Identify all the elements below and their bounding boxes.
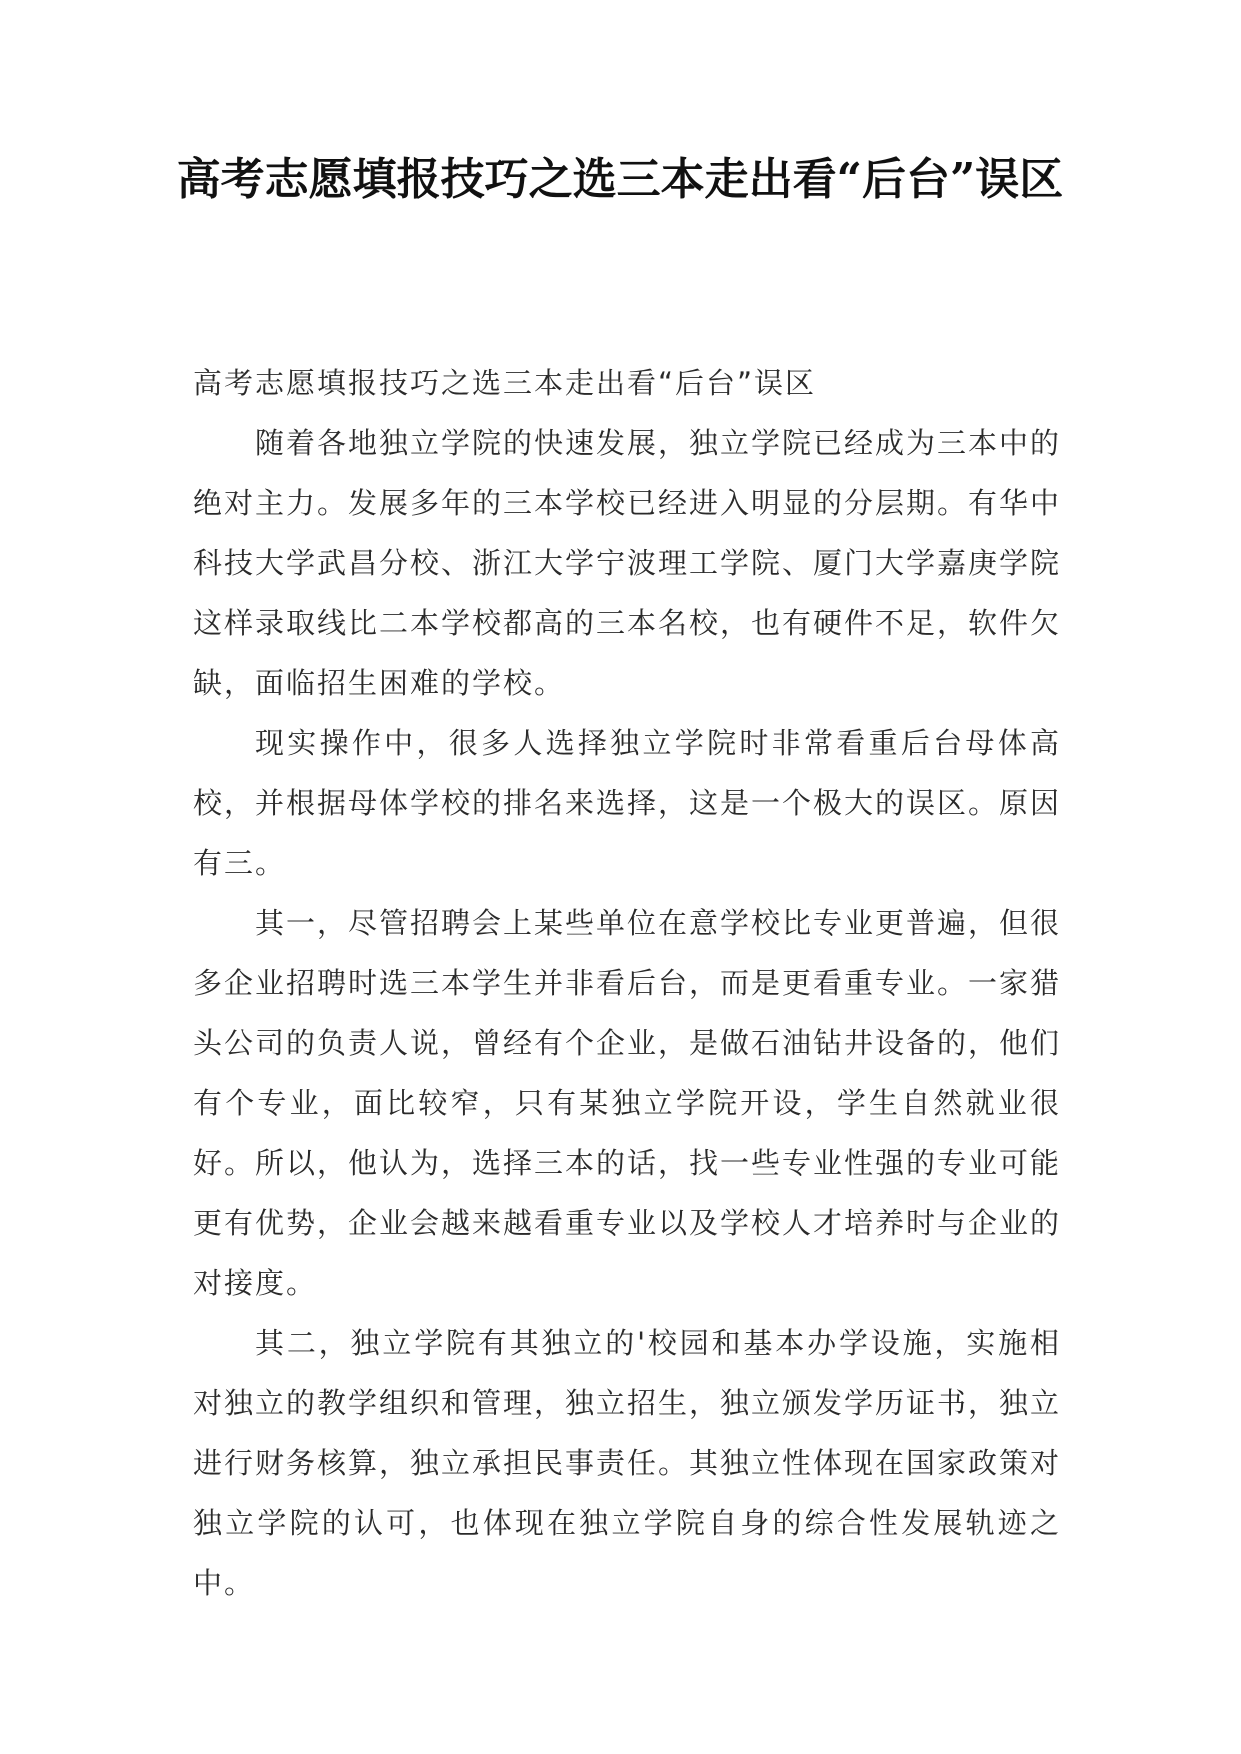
paragraph-2: 现实操作中，很多人选择独立学院时非常看重后台母体高校，并根据母体学校的排名来选择，这是一个极大的误区。原因有三。: [193, 726, 1062, 880]
document-title: 高考志愿填报技巧之选三本走出看“后台”误区: [176, 154, 1064, 205]
paragraph-3: 其一，尽管招聘会上某些单位在意学校比专业更普遍，但很多企业招聘时选三本学生并非看后台，而是更看重专业。一家猎头公司的负责人说，曾经有个企业，是做石油钻井设备的，他们有个专业，面比较窄，只有某独立学院开设，学生自然就业很好。所以，他认为，选择三本的话，找一些专业性强的专业可能更有优势，企业会越来越看重专业以及学校人才培养时与企业的对接度。: [193, 906, 1062, 1300]
paragraph-4: 其二，独立学院有其独立的'校园和基本办学设施，实施相对独立的教学组织和管理，独立招生，独立颁发学历证书，独立进行财务核算，独立承担民事责任。其独立性体现在国家政策对独立学院的认可，也体现在独立学院自身的综合性发展轨迹之中。: [193, 1326, 1062, 1600]
paragraph-1: 随着各地独立学院的快速发展，独立学院已经成为三本中的绝对主力。发展多年的三本学校已经进入明显的分层期。有华中科技大学武昌分校、浙江大学宁波理工学院、厦门大学嘉庚学院这样录取线比二本学校都高的三本名校，也有硬件不足，软件欠缺，面临招生困难的学校。: [193, 426, 1062, 700]
document-body: [193, 353, 1061, 1613]
document-subtitle: 高考志愿填报技巧之选三本走出看“后台”误区: [193, 366, 817, 400]
